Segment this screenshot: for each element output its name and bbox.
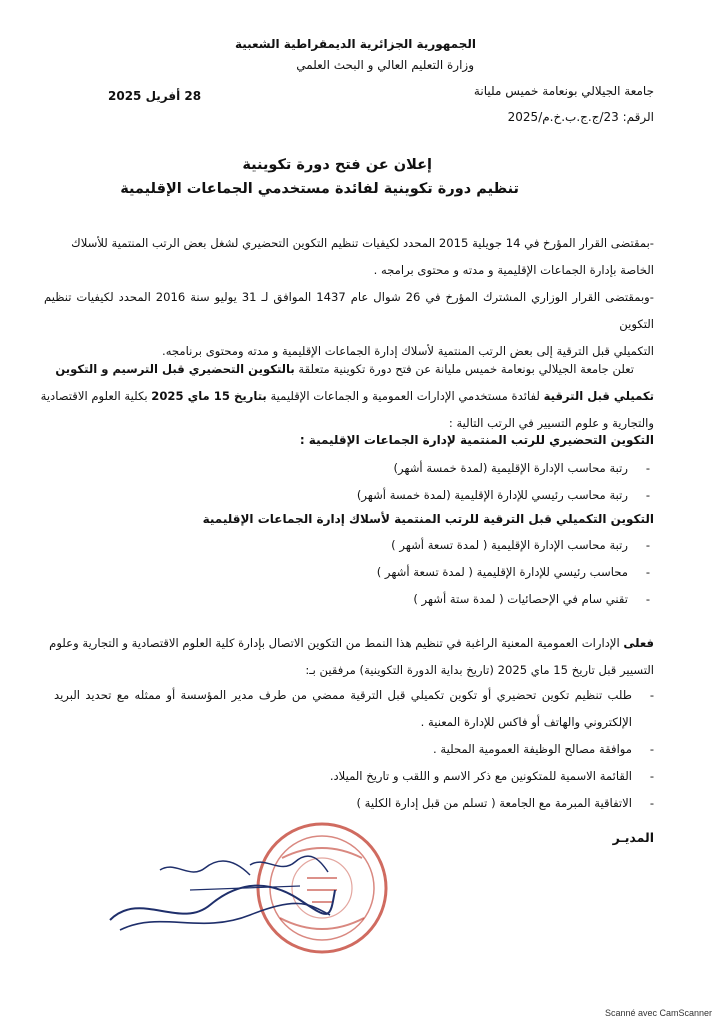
- scanner-watermark: Scanné avec CamScanner: [604, 1008, 712, 1018]
- list-item: - الاتفاقية المبرمة مع الجامعة ( تسلم من قبل إدارة الكلية ): [54, 790, 654, 817]
- republic-heading: الجمهورية الجزائرية الديمقراطية الشعبية: [234, 37, 476, 51]
- list-item: - موافقة مصالح الوظيفة العمومية المحلية .: [54, 736, 654, 763]
- complementary-list: [90, 532, 650, 613]
- closing-line-1: [44, 630, 654, 657]
- requirements-list: [54, 682, 654, 817]
- preamble-clause-1-line-2: الخاصة بإدارة الجماعات الإقليمية و مدته و محتوى برامجه .: [373, 263, 654, 277]
- date-stamp: 28 أفريل 2025: [108, 89, 202, 103]
- preamble-clause-2-line-2: التكميلي قبل الترقية إلى بعض الرتب المنتمية لأسلاك إدارة الجماعات الإقليمية و مدته ومحتوى برنامجه.: [162, 344, 654, 358]
- preamble-clause-1: [44, 230, 654, 284]
- closing-lead-word: فعلى: [623, 636, 654, 650]
- announcement-body: [34, 356, 654, 437]
- list-item: - طلب تنظيم تكوين تحضيري أو تكوين تكميلي قبل الترقية ممضي من طرف مدير المؤسسة أو ممثله مع تحديد البريد الإلكتروني والهاتف أو فاكس للإدارة المعنية .: [54, 682, 654, 736]
- director-title: المديـر: [612, 830, 654, 845]
- list-item: - القائمة الاسمية للمتكونين مع ذكر الاسم و اللقب و تاريخ الميلاد.: [54, 763, 654, 790]
- preparatory-list: [90, 455, 650, 509]
- announcement-line-3: والتجارية و علوم التسيير في الرتب التالية :: [448, 416, 654, 430]
- announcement-line-2: [34, 383, 654, 410]
- closing-paragraph: [44, 630, 654, 684]
- preamble-clause-1-line-1: -بمقتضى القرار المؤرخ في 14 جويلية 2015 المحدد لكيفيات تنظيم التكوين التحضيري لشغل بعض الرتب المنتمية للأسلاك: [71, 236, 654, 250]
- ministry-heading: وزارة التعليم العالي و البحث العلمي: [296, 58, 474, 72]
- announcement-line-2-tail: بكلية العلوم الاقتصادية: [40, 389, 152, 403]
- closing-line-2: التسيير قبل تاريخ 15 ماي 2025 (تاريخ بداية الدورة التكوينية) مرفقين بـ:: [305, 663, 654, 677]
- announcement-subtitle: تنظيم دورة تكوينية لفائدة مستخدمي الجماعات الإقليمية: [120, 181, 519, 197]
- director-signature: [100, 850, 340, 940]
- reference-number: الرقم: 23/ج.ج.ب.خ.م/2025: [507, 110, 654, 124]
- list-item: - رتبة محاسب الإدارة الإقليمية ( لمدة تسعة أشهر ): [90, 532, 650, 559]
- announcement-date: بتاريخ 15 ماي 2025: [151, 389, 267, 403]
- announcement-line-2-bold-a: تكميلي قبل الترقية: [543, 389, 654, 403]
- list-item: - رتبة محاسب رئيسي للإدارة الإقليمية (لمدة خمسة أشهر): [90, 482, 650, 509]
- announcement-line-1-text: تعلن جامعة الجيلالي بونعامة خميس مليانة عن فتح دورة تكوينية متعلقة: [294, 362, 634, 376]
- list-item: - تقني سام في الإحصائيات ( لمدة ستة أشهر ): [90, 586, 650, 613]
- announcement-title: إعلان عن فتح دورة تكوينية: [242, 157, 432, 173]
- announcement-line-2-text: لفائدة مستخدمي الإدارات العمومية و الجماعات الإقليمية: [266, 389, 544, 403]
- list-item: - رتبة محاسب الإدارة الإقليمية (لمدة خمسة أشهر): [90, 455, 650, 482]
- preamble-clause-2: [44, 284, 654, 365]
- announcement-line-1: [34, 356, 654, 383]
- list-item: - محاسب رئيسي للإدارة الإقليمية ( لمدة تسعة أشهر ): [90, 559, 650, 586]
- announcement-line-1-bold: بالتكوين التحضيري قبل الترسيم و التكوين: [55, 362, 295, 376]
- complementary-heading: التكوين التكميلي قبل الترقية للرتب المنتمية لأسلاك إدارة الجماعات الإقليمية: [202, 512, 654, 526]
- university-name: جامعة الجيلالي بونعامة خميس مليانة: [473, 84, 654, 98]
- preparatory-heading: التكوين التحضيري للرتب المنتمية لإدارة الجماعات الإقليمية :: [299, 433, 654, 447]
- closing-line-1-text: الإدارات العمومية المعنية الراغبة في تنظيم هذا النمط من التكوين الاتصال بإدارة كلية العلوم الاقتصادية و التجارية وعلوم: [49, 636, 624, 650]
- preamble-clause-2-line-1: -وبمقتضى القرار الوزاري المشترك المؤرخ في 26 شوال عام 1437 الموافق لـ 31 يوليو سنة 2016 المحدد لكيفيات تنظيم التكوين: [44, 290, 654, 331]
